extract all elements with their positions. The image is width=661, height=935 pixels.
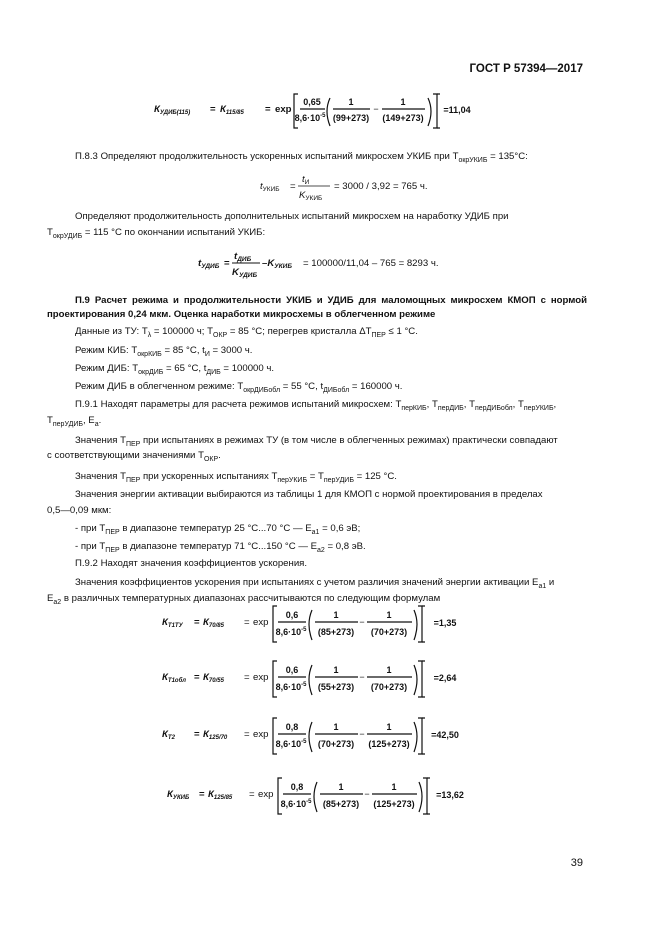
svg-text:1: 1 <box>333 665 339 675</box>
svg-text:=13,62: =13,62 <box>436 790 464 800</box>
svg-text:(85+273): (85+273) <box>317 627 355 637</box>
svg-text:= 100000/11,04 – 765 = 8293 ч.: = 100000/11,04 – 765 = 8293 ч. <box>303 258 439 269</box>
svg-text:1: 1 <box>391 782 397 792</box>
svg-text:8,6·10-5: $8,6\cdot 10^{-5}$ <box>275 627 307 637</box>
svg-text:8,6·10-5: $8,6\cdot 10^{-5}$ <box>275 739 307 749</box>
svg-text:=: = <box>194 672 200 683</box>
mode-dib: Режим ДИБ: $Т_{окрДИБ} = 65$ °С, $t_{ДИБ} = 100000$ ч. <box>75 363 275 376</box>
val-tper-1-cont: с соответствующими значениями $Т_{ОКР}$. <box>47 450 221 463</box>
svg-text:KУДИБ: $K_{УДИБ}$ <box>232 267 258 279</box>
kf-text: Значения коэффициентов ускорения при испытаниях с учетом различия значений энергии активации $E_{a1}$ и <box>75 577 555 590</box>
svg-text:=2,64: =2,64 <box>433 673 457 683</box>
f-k: $К_{70/55}$ <box>203 672 224 684</box>
val-tper-1: Значения $Т_{ПЕР}$ при испытаниях в режимах ТУ (в том числе в облегченных режимах) практически совпадают <box>75 435 558 448</box>
document-header: ГОСТ Р 57394—2017 <box>469 63 583 75</box>
svg-text:1: 1 <box>333 722 339 732</box>
svg-text:=: = <box>199 789 205 800</box>
ea-text-cont: 0,5—0,09 мкм: <box>47 505 112 516</box>
tu-data: Данные из ТУ: $Т_\lambda = 100000$ ч; $Т_{ОКР} = 85$ °С; перегрев кристалла $\Delta Т_{ПЕР} \le 1$ °С. <box>75 326 418 339</box>
f-k: $К_{125/85}$ <box>208 789 233 801</box>
svg-text:0,8: 0,8 <box>285 722 299 732</box>
svg-text:=: = <box>249 789 255 800</box>
svg-text:exp: exp <box>253 729 269 740</box>
f-lhs: $К_{УКИБ}$ <box>167 789 190 801</box>
svg-text:tДИБ: $t_{ДИБ}$ <box>234 251 252 263</box>
svg-text:=: = <box>224 258 230 269</box>
svg-text:(70+273): (70+273) <box>370 682 408 692</box>
formula-3 <box>160 712 520 756</box>
f-lhs: $К_{Т1обл}$ <box>162 672 186 684</box>
svg-text:= 3000 / 3,92 = 765 ч.: = 3000 / 3,92 = 765 ч. <box>334 181 428 192</box>
svg-text:8,6·10-5: $8,6\cdot 10^{-5}$ <box>280 799 312 809</box>
svg-text:(70+273): (70+273) <box>370 627 408 637</box>
svg-text:1: 1 <box>400 97 406 107</box>
svg-text:=: = <box>244 729 250 740</box>
svg-text:tУДИБ: $t_{УДИБ}$ <box>198 258 220 270</box>
mode-dib-light: Режим ДИБ в облегченном режиме: $Т_{окрДИБобл} = 55$ °С, $t_{ДИБобл} = 160000$ ч. <box>75 381 403 394</box>
svg-text:=42,50: =42,50 <box>431 730 459 740</box>
svg-text:−: − <box>364 789 370 799</box>
svg-text:1: 1 <box>338 782 344 792</box>
svg-text:(99+273): (99+273) <box>332 113 370 123</box>
svg-text:exp: exp <box>253 672 269 683</box>
svg-text:1: 1 <box>333 610 339 620</box>
p91-cont: $Т_{перУДИБ}$, $E_a$. <box>47 415 102 428</box>
p92: П.9.2 Находят значения коэффициентов ускорения. <box>75 558 308 569</box>
svg-text:(55+273): (55+273) <box>317 682 355 692</box>
svg-text:KУКИБ: $K_{УКИБ}$ <box>299 190 323 202</box>
svg-text:exp: exp <box>275 104 292 115</box>
svg-text:(125+273): (125+273) <box>368 739 410 749</box>
svg-text:=: = <box>265 104 271 115</box>
svg-text:−: − <box>359 617 365 627</box>
f-lhs: $К_{Т2}$ <box>162 729 175 741</box>
svg-text:=: = <box>194 729 200 740</box>
svg-text:0,6: 0,6 <box>285 610 299 620</box>
f1-lhs: $К_{УДИБ(115)}$ <box>154 104 191 116</box>
svg-text:0,65: 0,65 <box>303 97 321 107</box>
svg-text:=: = <box>210 104 216 115</box>
svg-text:·: · <box>325 105 329 115</box>
list-item-2: - при $Т_{ПЕР}$ в диапазоне температур 71 °С...150 °С — $E_{a2} = 0,8$ эВ. <box>75 541 366 554</box>
svg-text:(149+273): (149+273) <box>382 113 424 123</box>
p-def2: $Т_{окрУДИБ} = 115$ °С по окончании испытаний УКИБ: <box>47 227 266 240</box>
list-item-1: - при $Т_{ПЕР}$ в диапазоне температур 25 °С...70 °С — $E_{a1} = 0,6$ эВ; <box>75 523 361 536</box>
page-number: 39 <box>570 857 583 869</box>
svg-text:·: · <box>307 673 311 683</box>
svg-text:(70+273): (70+273) <box>317 739 355 749</box>
svg-text:=: = <box>244 617 250 628</box>
svg-text:·: · <box>307 730 311 740</box>
eq-tukib <box>258 171 478 206</box>
svg-text:0,6: 0,6 <box>285 665 299 675</box>
svg-text:0,8: 0,8 <box>290 782 304 792</box>
svg-text:(125+273): (125+273) <box>373 799 415 809</box>
svg-text:−: − <box>359 729 365 739</box>
svg-text:=: = <box>290 181 296 192</box>
p-def1: Определяют продолжительность дополнительных испытаний микросхем на наработку УДИБ при <box>75 211 509 222</box>
p91: П.9.1 Находят параметры для расчета режимов испытаний микросхем: $Т_{перКИБ}$, $Т_{перДИБ}$, $Т_{перДИБобл}$, $Т_{перУКИБ}$, <box>75 399 557 412</box>
mode-kib: Режим КИБ: $Т_{окрКИБ} = 85$ °С, $t_И = 3000$ ч. <box>75 345 253 358</box>
val-tper-2: Значения $Т_{ПЕР}$ при ускоренных испытаниях $Т_{перУКИБ} = Т_{перУДИБ} = 125$ °С. <box>75 471 397 484</box>
svg-text:tИ: $t_И$ <box>302 174 310 186</box>
p883: П.8.3 Определяют продолжительность ускоренных испытаний микросхем УКИБ при $Т_{окрУКИБ} = 135^\circ С$: <box>75 151 528 164</box>
formula-kudib115 <box>150 88 530 130</box>
svg-text:−: − <box>373 104 379 114</box>
svg-text:(85+273): (85+273) <box>322 799 360 809</box>
svg-text:–KУКИБ: $-K_{УКИБ}$ <box>262 258 292 270</box>
f-k: $К_{125/70}$ <box>203 729 228 741</box>
svg-text:=1,35: =1,35 <box>433 618 457 628</box>
svg-text:·: · <box>312 790 316 800</box>
svg-text:1: 1 <box>386 722 392 732</box>
formula-1 <box>160 600 520 644</box>
svg-text:=11,04: =11,04 <box>443 105 471 115</box>
ea-text: Значения энергии активации выбираются из таблицы 1 для КМОП с нормой проектирования в пределах <box>75 489 543 500</box>
svg-text:exp: exp <box>253 617 269 628</box>
svg-text:1: 1 <box>348 97 354 107</box>
svg-text:1: 1 <box>386 610 392 620</box>
kf-text-cont: $E_{a2}$ в различных температурных диапазонах рассчитываются по следующим формулам <box>47 593 441 606</box>
f1-k: $К_{115/85}$ <box>220 104 244 116</box>
formula-4 <box>165 772 525 816</box>
f-k: $К_{70/85}$ <box>203 617 224 629</box>
svg-text:=: = <box>194 617 200 628</box>
svg-text:exp: exp <box>258 789 274 800</box>
svg-text:=: = <box>244 672 250 683</box>
formula-2 <box>160 655 520 699</box>
f-lhs: $К_{Т1ТУ}$ <box>162 617 183 629</box>
svg-text:·: · <box>307 618 311 628</box>
svg-text:1: 1 <box>386 665 392 675</box>
svg-text:−: − <box>359 672 365 682</box>
svg-text:tУКИБ: $t_{УКИБ}$ <box>260 181 280 193</box>
svg-text:8,6·10-5: $8,6\cdot 10^{-5}$ <box>294 113 326 123</box>
svg-text:8,6·10-5: $8,6\cdot 10^{-5}$ <box>275 682 307 692</box>
eq-tudib <box>196 248 476 283</box>
section-p9-title: П.9 Расчет режима и продолжительности УКИБ и УДИБ для маломощных микросхем КМОП с нормой проектирования 0,24 мкм. Оценка наработки микросхемы в облегченном режиме <box>47 295 587 320</box>
